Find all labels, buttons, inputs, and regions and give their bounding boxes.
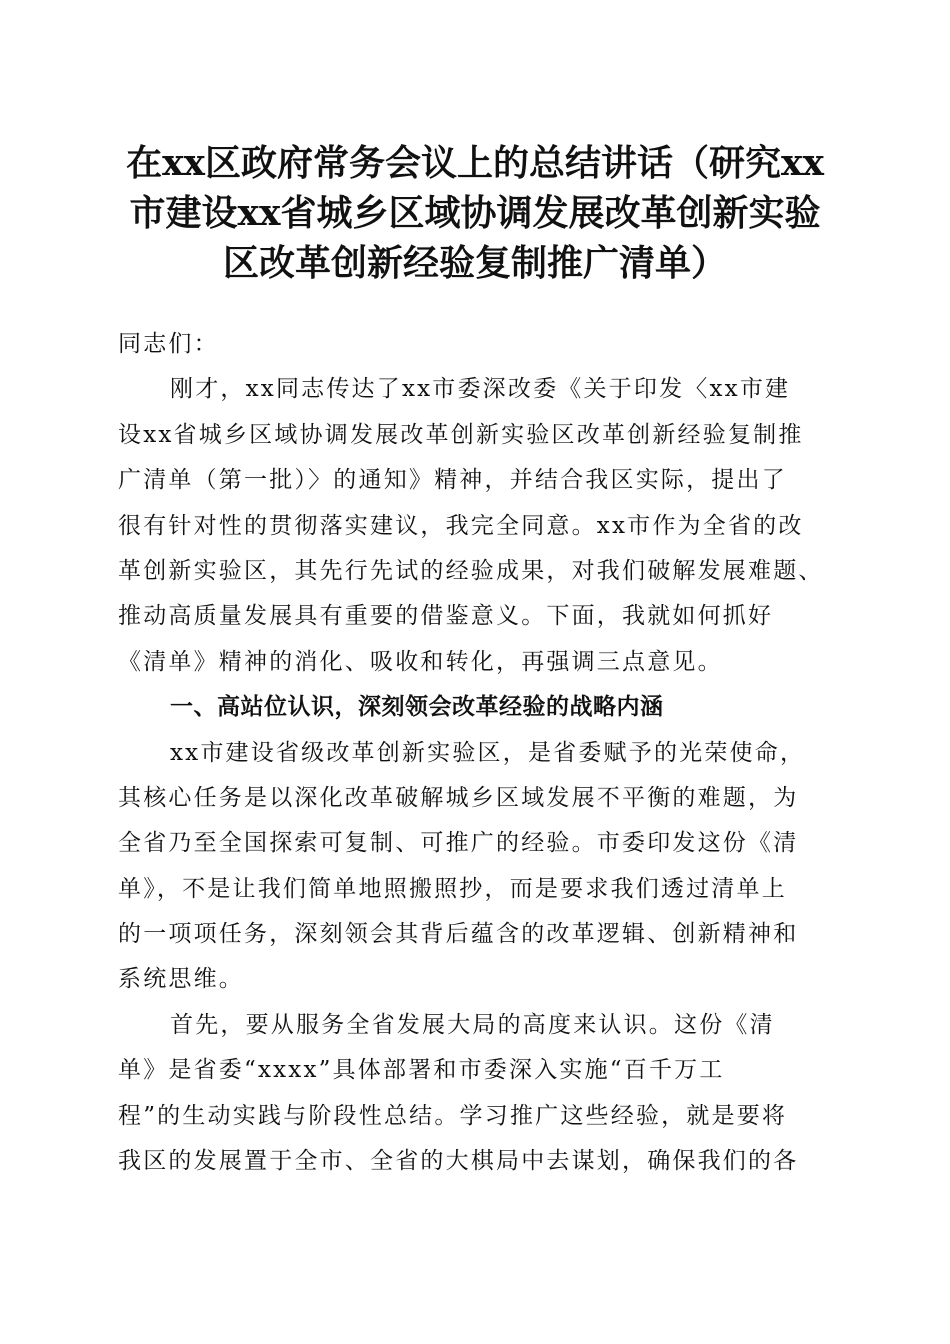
salutation: 同志们：: [118, 331, 219, 357]
text-line: 单》是省委“xxxx”具体部署和市委深入实施“百千万工: [118, 1057, 725, 1084]
title-line: 市建设xx省城乡区域协调发展改革创新实验: [129, 192, 821, 234]
text-line: 程”的生动实践与阶段性总结。学习推广这些经验，就是要将: [118, 1102, 788, 1129]
text-line: 设xx省城乡区域协调发展改革创新实验区改革创新经验复制推: [118, 421, 804, 448]
text-line: 单》，不是让我们简单地照搬照抄，而是要求我们透过清单上: [118, 875, 787, 902]
text-line: 首先，要从服务全省发展大局的高度来认识。这份《清: [170, 1011, 775, 1038]
text-line: 《清单》精神的消化、吸收和转化，再强调三点意见。: [118, 648, 723, 675]
text-line: 的一项项任务，深刻领会其背后蕴含的改革逻辑、创新精神和: [118, 921, 799, 948]
text-line: 很有针对性的贯彻落实建议，我完全同意。xx市作为全省的改: [118, 512, 804, 539]
text-line: 其核心任务是以深化改革破解城乡区域发展不平衡的难题，为: [118, 784, 799, 811]
document-title: [100, 138, 850, 288]
document-body: [118, 322, 838, 1184]
paragraph-3: [118, 1003, 838, 1185]
text-line: 全省乃至全国探索可复制、可推广的经验。市委印发这份《清: [118, 830, 799, 857]
paragraph-1: [118, 367, 838, 685]
text-line: 系统思维。: [118, 966, 244, 993]
title-line: 在xx区政府常务会议上的总结讲话（研究xx: [126, 142, 824, 184]
section-heading-1: 一、高站位认识，深刻领会改革经验的战略内涵: [170, 694, 664, 721]
title-line: 区改革创新经验复制推广清单）: [222, 242, 727, 284]
text-line: 刚才，xx同志传达了xx市委深改委《关于印发〈xx市建: [170, 376, 791, 403]
text-line: 推动高质量发展具有重要的借鉴意义。下面，我就如何抓好: [118, 603, 774, 630]
paragraph-2: [118, 731, 838, 1003]
text-line: 我区的发展置于全市、全省的大棋局中去谋划，确保我们的各: [118, 1148, 799, 1175]
text-line: 革创新实验区，其先行先试的经验成果，对我们破解发展难题、: [118, 557, 824, 584]
text-line: 广清单（第一批）〉的通知》精神，并结合我区实际，提出了: [118, 467, 787, 494]
text-line: xx市建设省级改革创新实验区，是省委赋予的光荣使命，: [170, 739, 806, 766]
